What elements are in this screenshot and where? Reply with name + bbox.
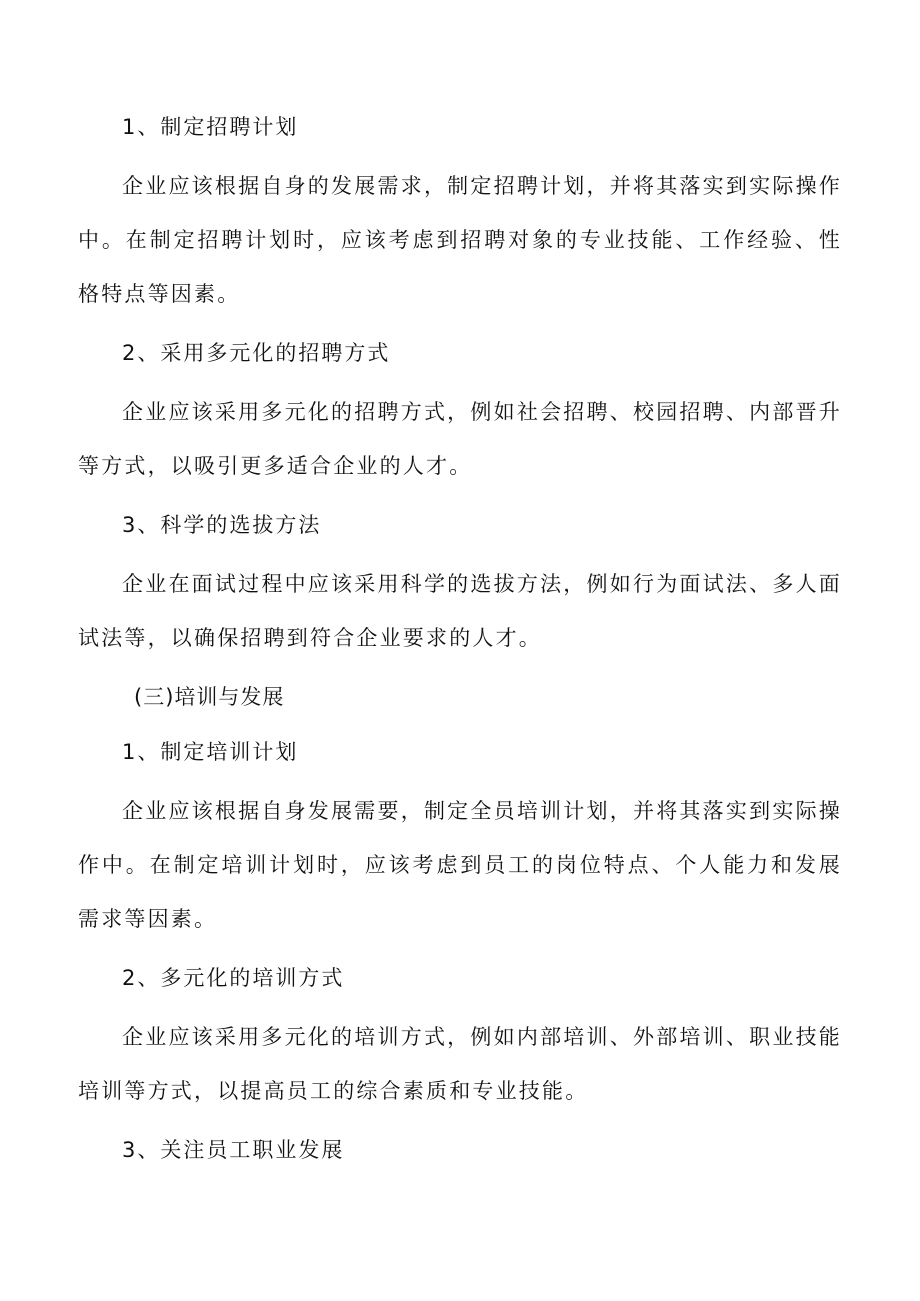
para-diverse-recruit: 企业应该采用多元化的招聘方式，例如社会招聘、校园招聘、内部晋升等方式，以吸引更多适合企业的人才。 bbox=[78, 400, 842, 478]
document-page bbox=[78, 104, 842, 1182]
heading-diverse-recruit: 2、采用多元化的招聘方式 bbox=[122, 341, 391, 365]
heading-selection-method: 3、科学的选拔方法 bbox=[122, 513, 322, 537]
section-training-development: (三)培训与发展 bbox=[134, 685, 285, 709]
heading-diverse-training: 2、多元化的培训方式 bbox=[122, 966, 345, 990]
heading-training-plan: 1、制定培训计划 bbox=[122, 740, 299, 764]
heading-recruit-plan: 1、制定招聘计划 bbox=[122, 115, 299, 139]
para-diverse-training: 企业应该采用多元化的培训方式，例如内部培训、外部培训、职业技能培训等方式，以提高员工的综合素质和专业技能。 bbox=[78, 1025, 842, 1103]
para-training-plan: 企业应该根据自身发展需要，制定全员培训计划，并将其落实到实际操作中。在制定培训计划时，应该考虑到员工的岗位特点、个人能力和发展需求等因素。 bbox=[78, 799, 842, 931]
para-recruit-plan: 企业应该根据自身的发展需求，制定招聘计划，并将其落实到实际操作中。在制定招聘计划时，应该考虑到招聘对象的专业技能、工作经验、性格特点等因素。 bbox=[78, 174, 842, 306]
para-selection-method: 企业在面试过程中应该采用科学的选拔方法，例如行为面试法、多人面试法等，以确保招聘到符合企业要求的人才。 bbox=[78, 572, 842, 650]
heading-career-development: 3、关注员工职业发展 bbox=[122, 1138, 345, 1162]
